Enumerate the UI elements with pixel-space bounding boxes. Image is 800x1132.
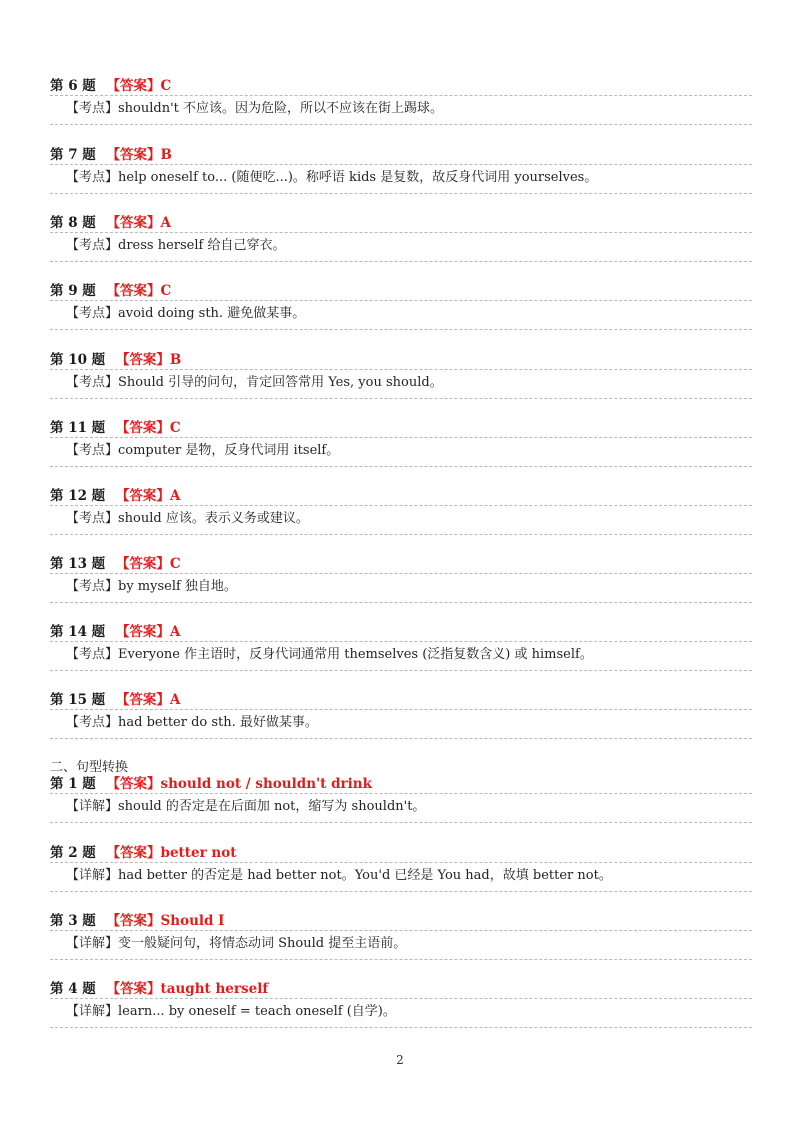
question-block (50, 620, 752, 671)
answer-label: 【答案】C (115, 420, 181, 436)
explanation: 【考点】avoid doing sth. 避免做某事。 (66, 306, 306, 321)
section-title: 二、句型转换 (50, 760, 129, 775)
divider (50, 959, 752, 960)
answer-label: 【答案】B (106, 147, 172, 163)
question-block (50, 416, 752, 467)
answer-label: 【答案】B (115, 352, 182, 368)
question-header (50, 484, 752, 504)
question-header (50, 909, 752, 929)
question-block (50, 977, 752, 1028)
divider (50, 670, 752, 671)
answer-label: 【答案】C (106, 78, 172, 94)
question-block (50, 211, 752, 262)
question-number: 第 11 题 (50, 420, 106, 436)
question-block (50, 772, 752, 823)
question-block (50, 143, 752, 194)
question-number: 第 1 题 (50, 776, 96, 792)
question-header (50, 143, 752, 163)
question-number: 第 15 题 (50, 692, 106, 708)
divider (50, 261, 752, 262)
explanation: 【考点】should 应该。表示义务或建议。 (66, 511, 309, 526)
explanation: 【考点】dress herself 给自己穿衣。 (66, 238, 286, 253)
question-header (50, 841, 752, 861)
divider (50, 466, 752, 467)
explanation: 【详解】变一般疑问句，将情态动词 Should 提至主语前。 (66, 936, 407, 951)
question-block (50, 688, 752, 739)
question-block (50, 279, 752, 330)
question-number: 第 10 题 (50, 352, 106, 368)
answer-label: 【答案】better not (106, 845, 237, 861)
divider (50, 822, 752, 823)
question-header (50, 688, 752, 708)
explanation: 【考点】Should 引导的问句，肯定回答常用 Yes, you should。 (66, 375, 443, 390)
divider (50, 1027, 752, 1028)
divider (50, 738, 752, 739)
answer-label: 【答案】C (115, 556, 181, 572)
question-header (50, 772, 752, 792)
divider (50, 193, 752, 194)
question-header (50, 416, 752, 436)
question-number: 第 7 题 (50, 147, 96, 163)
explanation: 【考点】help oneself to... (随便吃...)。称呼语 kids 是复数，故反身代词用 yourselves。 (66, 170, 598, 185)
question-header (50, 977, 752, 997)
answer-label: 【答案】A (106, 215, 171, 231)
answer-label: 【答案】taught herself (106, 981, 269, 997)
explanation: 【详解】had better 的否定是 had better not。You'd 已经是 You had，故填 better not。 (66, 868, 612, 883)
question-number: 第 12 题 (50, 488, 106, 504)
question-number: 第 9 题 (50, 283, 96, 299)
question-number: 第 8 题 (50, 215, 96, 231)
question-header (50, 348, 752, 368)
divider (50, 124, 752, 125)
question-header (50, 552, 752, 572)
explanation: 【考点】had better do sth. 最好做某事。 (66, 715, 318, 730)
answer-label: 【答案】A (115, 488, 181, 504)
explanation: 【详解】should 的否定是在后面加 not，缩写为 shouldn't。 (66, 799, 426, 814)
question-header (50, 74, 752, 94)
question-block (50, 484, 752, 535)
question-block (50, 552, 752, 603)
question-block (50, 74, 752, 125)
question-number: 第 13 题 (50, 556, 106, 572)
question-block (50, 909, 752, 960)
divider (50, 534, 752, 535)
question-number: 第 2 题 (50, 845, 96, 861)
question-number: 第 6 题 (50, 78, 96, 94)
question-header (50, 211, 752, 231)
page-number: 2 (396, 1053, 404, 1067)
answer-label: 【答案】A (115, 624, 181, 640)
question-number: 第 4 题 (50, 981, 96, 997)
divider (50, 398, 752, 399)
divider (50, 602, 752, 603)
explanation: 【考点】shouldn't 不应该。因为危险，所以不应该在街上踢球。 (66, 101, 444, 116)
explanation: 【考点】Everyone 作主语时，反身代词通常用 themselves (泛指复数含义) 或 himself。 (66, 647, 593, 662)
divider (50, 891, 752, 892)
question-block (50, 348, 752, 399)
question-number: 第 14 题 (50, 624, 106, 640)
explanation: 【考点】by myself 独自地。 (66, 579, 237, 594)
answer-label: 【答案】should not / shouldn't drink (106, 776, 372, 792)
explanation: 【考点】computer 是物，反身代词用 itself。 (66, 443, 340, 458)
answer-label: 【答案】C (106, 283, 172, 299)
answer-label: 【答案】A (115, 692, 181, 708)
question-header (50, 279, 752, 299)
question-number: 第 3 题 (50, 913, 96, 929)
answer-label: 【答案】Should I (106, 913, 225, 929)
divider (50, 329, 752, 330)
explanation: 【详解】learn... by oneself = teach oneself (自学)。 (66, 1004, 396, 1019)
question-block (50, 841, 752, 892)
question-header (50, 620, 752, 640)
